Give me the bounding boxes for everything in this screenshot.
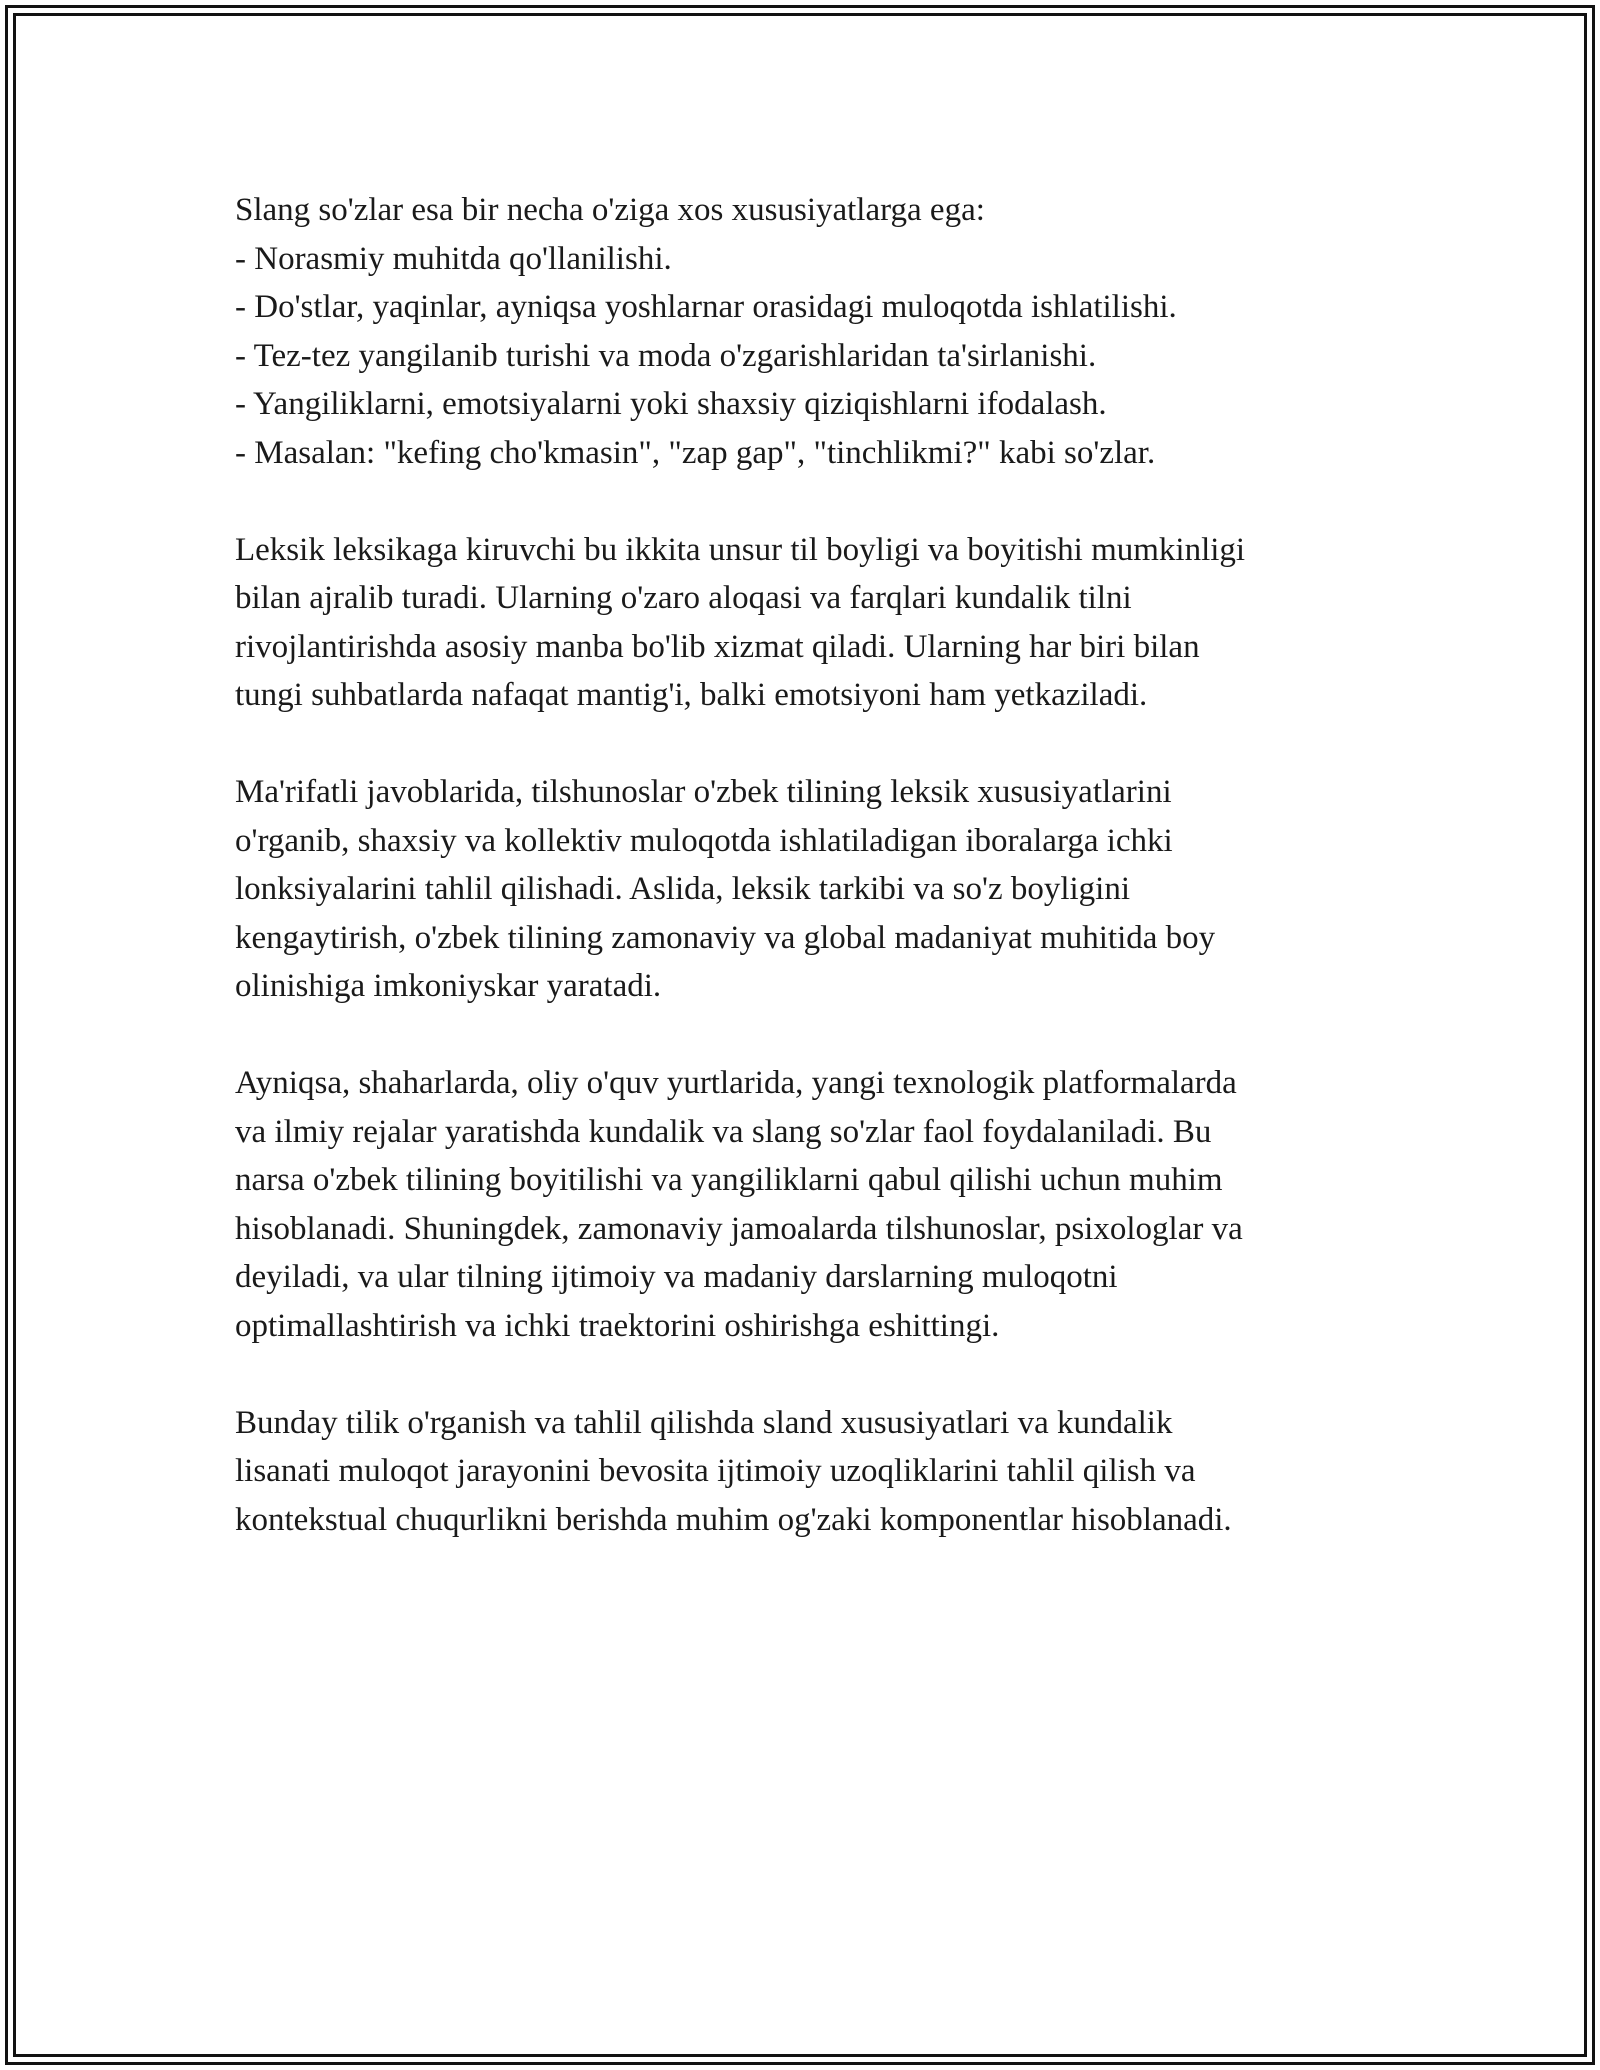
text-line: Slang so'zlar esa bir necha o'ziga xos xususiyatlarga ega: [235, 192, 985, 228]
text-line: lonksiyalarini tahlil qilishadi. Aslida, leksik tarkibi va so'z boyligini [235, 871, 1131, 907]
text-line: o'rganib, shaxsiy va kollektiv muloqotda ishlatiladigan iboralarga ichki [235, 822, 1173, 859]
document-body [235, 186, 1375, 1593]
paragraph-usage-contexts [235, 1059, 1375, 1350]
text-line: deyiladi, va ular tilning ijtimoiy va madaniy darslarning muloqotni [235, 1259, 1118, 1295]
list-item: - Do'stlar, yaqinlar, ayniqsa yoshlarnar orasidagi muloqotda ishlatilishi. [235, 289, 1177, 325]
list-item: - Norasmiy muhitda qo'llanilishi. [235, 240, 672, 277]
text-line: tungi suhbatlarda nafaqat mantig'i, balki emotsiyoni ham yetkaziladi. [235, 677, 1148, 713]
paragraph-conclusion [235, 1399, 1375, 1545]
list-item: - Tez-tez yangilanib turishi va moda o'zgarishlaridan ta'sirlanishi. [235, 337, 1097, 374]
text-line: kengaytirish, o'zbek tilining zamonaviy va global madaniyat muhitida boy [235, 919, 1216, 956]
list-item: - Masalan: "kefing cho'kmasin", "zap gap", "tinchlikmi?" kabi so'zlar. [235, 434, 1156, 471]
text-line: Bunday tilik o'rganish va tahlil qilishda sland xususiyatlari va kundalik [235, 1404, 1173, 1441]
text-line: Ma'rifatli javoblarida, tilshunoslar o'zbek tilining leksik xususiyatlarini [235, 774, 1172, 810]
text-line: narsa o'zbek tilining boyitilishi va yangiliklarni qabul qilishi uchun muhim [235, 1162, 1223, 1198]
paragraph-lexical-units [235, 526, 1375, 720]
text-line: rivojlantirishda asosiy manba bo'lib xizmat qiladi. Ularning har biri bilan [235, 628, 1200, 665]
paragraph-slang-features [235, 186, 1375, 477]
list-item: - Yangiliklarni, emotsiyalarni yoki shaxsiy qiziqishlarni ifodalash. [235, 386, 1107, 422]
text-line: bilan ajralib turadi. Ularning o'zaro aloqasi va farqlari kundalik tilni [235, 580, 1132, 616]
text-line: va ilmiy rejalar yaratishda kundalik va slang so'zlar faol foydalaniladi. Bu [235, 1113, 1212, 1150]
text-line: hisoblanadi. Shuningdek, zamonaviy jamoalarda tilshunoslar, psixologlar va [235, 1210, 1243, 1247]
text-line: kontekstual chuqurlikni berishda muhim og'zaki komponentlar hisoblanadi. [235, 1501, 1232, 1538]
paragraph-linguists [235, 768, 1375, 1011]
text-line: optimallashtirish va ichki traektorini oshirishga eshittingi. [235, 1307, 1000, 1344]
text-line: Leksik leksikaga kiruvchi bu ikkita unsur til boyligi va boyitishi mumkinligi [235, 531, 1246, 568]
text-line: olinishiga imkoniyskar yaratadi. [235, 968, 662, 1004]
text-line: lisanati muloqot jarayonini bevosita ijtimoiy uzoqliklarini tahlil qilish va [235, 1453, 1196, 1489]
text-line: Ayniqsa, shaharlarda, oliy o'quv yurtlarida, yangi texnologik platformalarda [235, 1065, 1237, 1101]
